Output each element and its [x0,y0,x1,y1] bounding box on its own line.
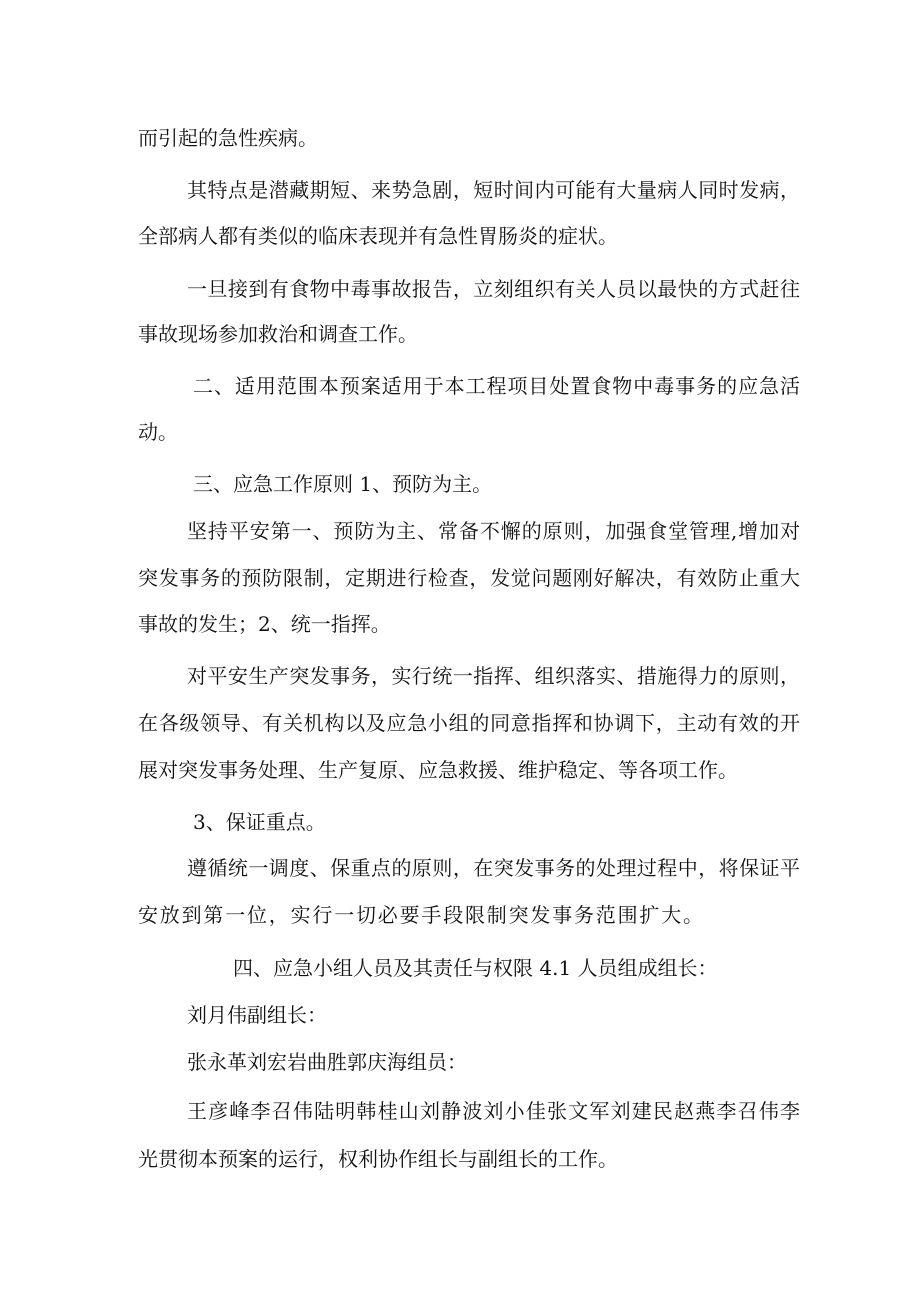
text-line-18: 四、应急小组人员及其责任与权限 4.1 人员组成组长： [233,956,718,980]
text-line-13: 在各级领导、有关机构以及应急小组的同意指挥和协调下，主动有效的开 [138,711,800,735]
text-line-22: 光贯彻本预案的运行，权利协作组长与副组长的工作。 [138,1147,618,1171]
text-line-21: 王彦峰李召伟陆明韩桂山刘静波刘小佳张文军刘建民赵燕李召伟李 [187,1099,800,1123]
text-line-17: 安放到第一位，实行一切必要手段限制突发事务范围扩大。 [138,903,703,927]
text-line-8: 三、应急工作原则 1、预防为主。 [193,472,493,496]
text-line-5: 事故现场参加救治和调查工作。 [138,322,418,346]
text-line-1: 而引起的急性疾病。 [138,126,318,150]
text-line-4: 一旦接到有食物中毒事故报告，立刻组织有关人员以最快的方式赶往 [187,277,800,301]
text-line-7: 动。 [138,420,178,444]
text-line-11: 事故的发生；2、统一指挥。 [138,612,391,636]
text-line-19: 刘月伟副组长： [187,1003,327,1027]
text-line-3: 全部病人都有类似的临床表现并有急性胃肠炎的症状。 [138,224,618,248]
text-line-12: 对平安生产突发事务，实行统一指挥、组织落实、措施得力的原则， [187,664,800,688]
text-line-15: 3、保证重点。 [193,810,326,834]
text-line-6: 二、适用范围本预案适用于本工程项目处置食物中毒事务的应急活 [193,374,800,398]
text-line-9: 坚持平安第一、预防为主、常备不懈的原则，加强食堂管理,增加对 [187,519,800,543]
text-line-2: 其特点是潜藏期短、来势急剧，短时间内可能有大量病人同时发病， [187,178,800,202]
text-line-10: 突发事务的预防限制，定期进行检查，发觉问题刚好解决，有效防止重大 [138,566,800,590]
text-line-20: 张永革刘宏岩曲胜郭庆海组员： [187,1050,467,1074]
text-line-16: 遵循统一调度、保重点的原则，在突发事务的处理过程中，将保证平 [187,856,800,880]
text-line-14: 展对突发事务处理、生产复原、应急救援、维护稳定、等各项工作。 [138,758,738,782]
